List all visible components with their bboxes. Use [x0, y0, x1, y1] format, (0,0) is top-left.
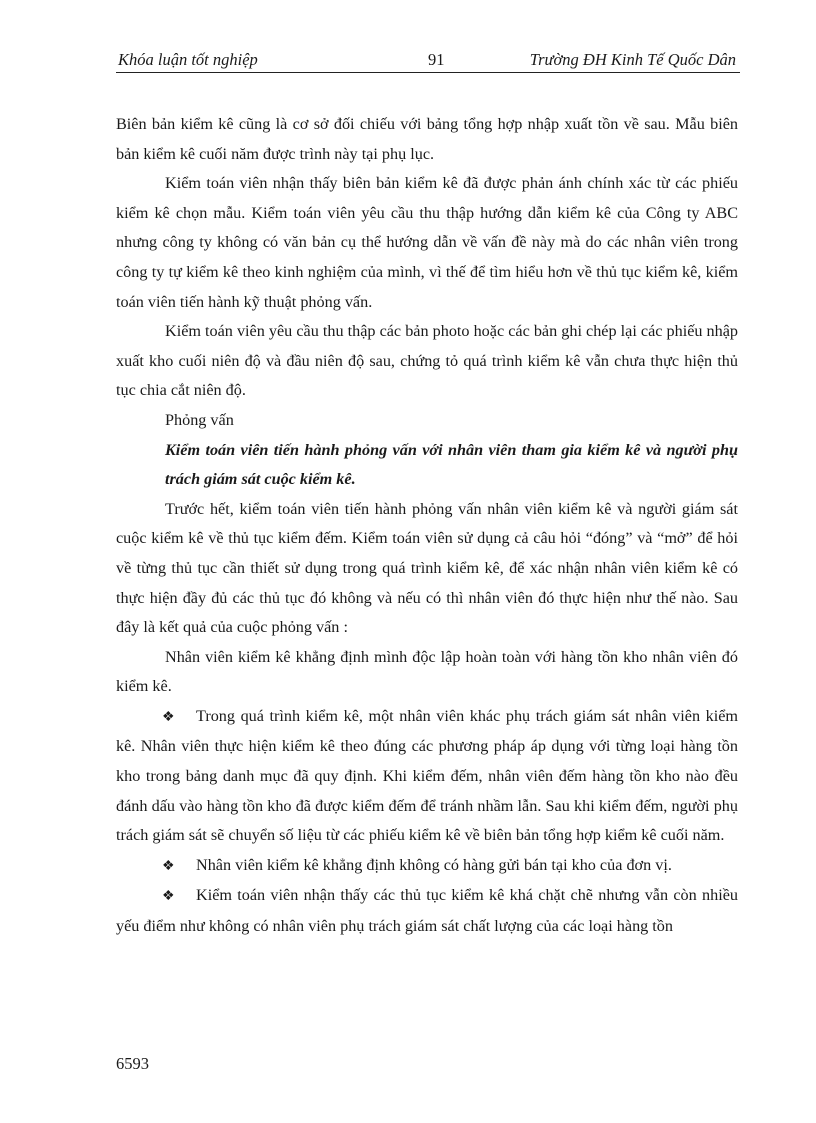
page-header	[116, 48, 740, 73]
bullet-text: Trong quá trình kiểm kê, một nhân viên khác phụ trách giám sát nhân viên kiểm kê. Nhân viên thực hiện kiểm kê theo đúng các phương pháp áp dụng với từng loại hàng tồn kho trong bảng danh mục đã quy định. Khi kiểm đếm, nhân viên đếm hàng tồn kho nào đều đánh dấu vào hàng tồn kho đã được kiểm đếm để tránh nhầm lẫn. Sau khi kiểm đếm, người phụ trách giám sát sẽ chuyển số liệu từ các phiếu kiểm kê về biên bản tổng hợp kiểm kê cuối năm.	[116, 706, 738, 845]
paragraph: Trước hết, kiểm toán viên tiến hành phỏng vấn nhân viên kiểm kê và người giám sát cuộc kiểm kê về thủ tục kiểm đếm. Kiểm toán viên sử dụng cả câu hỏi “đóng” và “mở” để hỏi về từng thủ tục cần thiết sử dụng trong quá trình kiểm kê, để xác nhận nhân viên kiểm kê có thực hiện đầy đủ các thủ tục đó không và nếu có thì nhân viên đó thực hiện như thế nào. Sau đây là kết quả của cuộc phỏng vấn :	[116, 499, 738, 637]
bullet-item	[116, 702, 738, 851]
paragraph-continuation: Biên bản kiểm kê cũng là cơ sở đối chiếu với bảng tổng hợp nhập xuất tồn về sau. Mẫu biên bản kiểm kê cuối năm được trình này tại phụ lục.	[116, 115, 738, 163]
bullet-item	[116, 881, 738, 941]
page-footer-code: 6593	[116, 1054, 149, 1073]
diamond-bullet-icon: ❖	[162, 889, 175, 905]
paragraph: Phỏng vấn	[165, 410, 234, 429]
header-left-title: Khóa luận tốt nghiệp	[118, 50, 258, 69]
bullet-text: Kiểm toán viên nhận thấy các thủ tục kiểm kê khá chặt chẽ nhưng vẫn còn nhiều yếu điểm như không có nhân viên phụ trách giám sát chất lượng của các loại hàng tồn	[116, 886, 738, 936]
paragraph: Kiểm toán viên nhận thấy biên bản kiểm kê đã được phản ánh chính xác từ các phiếu kiểm kê chọn mẫu. Kiểm toán viên yêu cầu thu thập hướng dẫn kiểm kê của Công ty ABC nhưng công ty không có văn bản cụ thể hướng dẫn về vấn đề này mà do các nhân viên trong công ty tự kiểm kê theo kinh nghiệm của mình, vì thế để tìm hiểu hơn về thủ tục kiểm kê, kiểm toán viên tiến hành kỹ thuật phỏng vấn.	[116, 174, 738, 311]
diamond-bullet-icon: ❖	[162, 709, 175, 725]
paragraph: Nhân viên kiểm kê khẳng định mình độc lập hoàn toàn với hàng tồn kho nhân viên đó kiểm kê.	[116, 647, 738, 696]
section-subheading: Kiểm toán viên tiến hành phỏng vấn với nhân viên tham gia kiểm kê và người phụ trách giám sát cuộc kiểm kê.	[165, 440, 738, 489]
document-body	[116, 110, 738, 942]
header-right-title: Trường ĐH Kinh Tế Quốc Dân	[529, 50, 736, 69]
paragraph: Kiểm toán viên yêu cầu thu thập các bản photo hoặc các bản ghi chép lại các phiếu nhập xuất kho cuối niên độ và đầu niên độ sau, chứng tỏ quá trình kiểm kê vẫn chưa thực hiện thủ tục chia cắt niên độ.	[116, 322, 738, 400]
header-page-number: 91	[428, 50, 445, 69]
bullet-text: Nhân viên kiểm kê khẳng định không có hàng gửi bán tại kho của đơn vị.	[196, 855, 672, 874]
diamond-bullet-icon: ❖	[162, 858, 175, 874]
bullet-item	[116, 851, 738, 882]
